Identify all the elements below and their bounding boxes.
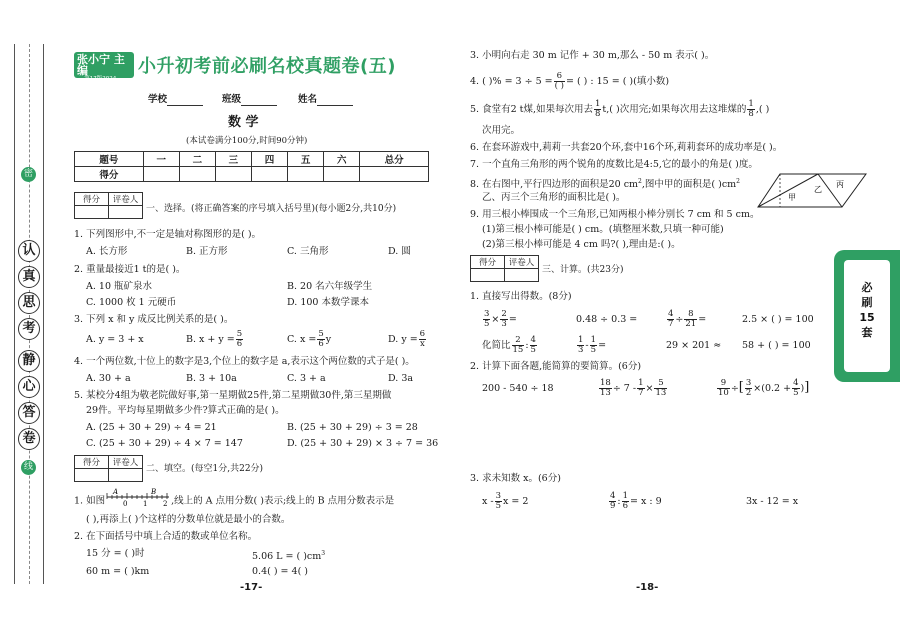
s2-q8-line2: 乙、丙三个三角形的面积比是( )。 (482, 192, 626, 203)
numline-a: A (113, 488, 119, 496)
exam-note: (本试卷满分100分,时间90分钟) (186, 136, 308, 146)
s1-q5-line2: 29件。平均每星期做多少件?算式正确的是( )。 (86, 405, 285, 416)
s1-q2-opt-c: C. 1000 枚 1 元硬币 (86, 297, 177, 308)
seal-char-7: 答 (18, 402, 40, 424)
s2-q7: 7. 一个直角三角形的两个锐角的度数比是4:5,它的最小的角是( )度。 (470, 159, 758, 170)
s2-q2-item4: 0.4( ) = 4( ) (252, 566, 309, 577)
right-page (450, 0, 900, 626)
section1-title: 一、选择。(将正确答案的序号填入括号里)(每小题2分,共10分) (146, 204, 397, 214)
side-tab-label: 必 刷 15 套 (844, 260, 890, 372)
s1-q3-opt-b: B. x + y = $\frac{5}{6}$ (186, 329, 243, 349)
page-number-left: -17- (240, 582, 263, 593)
s3-q1-c: $\frac{4}{7}$ ÷ $\frac{8}{21}$ = (668, 309, 707, 329)
s3-q1: 1. 直接写出得数。(8分) (470, 291, 572, 302)
seal-char-5: 静 (18, 350, 40, 372)
s3-q2-a: 200 - 540 ÷ 18 (482, 383, 554, 394)
binding-strip (14, 44, 44, 584)
s1-q1-opt-c: C. 三角形 (287, 246, 329, 257)
s3-q1-h: 58 + ( ) = 100 (742, 340, 811, 351)
figure-label-yi: 乙 (814, 185, 822, 194)
score-table: 题号 一 二 三 四 五 六 总分 得分 (74, 151, 429, 182)
s2-q9-1: (1)第三根小棒可能是( ) cm。(填整厘米数,只填一种可能) (482, 224, 724, 235)
grader-box-1: 得分 评卷人 (74, 192, 143, 219)
seal-char-4: 考 (18, 318, 40, 340)
s3-q1-d: 2.5 × ( ) = 100 (742, 314, 814, 325)
s1-q3-opt-d: D. y = $\frac{6}{x}$ (388, 329, 426, 349)
s3-q1-f: $\frac{1}{3}$ - $\frac{1}{5}$ = (578, 335, 607, 355)
s1-q2: 2. 重量最接近1 t的是( )。 (74, 264, 186, 275)
s3-q2-c: $\frac{9}{10}$ ÷[ $\frac{3}{2}$ ×(0.2 + $\frac{4}{5}$ )] (718, 378, 810, 398)
s1-q1: 1. 下列图形中,不一定是轴对称图形的是( )。 (74, 229, 262, 240)
page-number-right: -18- (636, 582, 659, 593)
s1-q3-opt-c: C. x = $\frac{5}{6}$ y (287, 329, 332, 349)
numline-one: 1 (143, 500, 148, 507)
s2-q2-item3: 60 m = ( )km (86, 566, 150, 577)
subject-heading: 数 学 (228, 115, 259, 130)
s1-q4-opt-d: D. 3a (388, 373, 414, 384)
s1-q2-opt-b: B. 20 名六年级学生 (287, 281, 373, 292)
s2-q3: 3. 小明向右走 30 m 记作 + 30 m,那么 - 50 m 表示( )。 (470, 50, 715, 61)
number-line (105, 487, 171, 507)
s1-q5-opt-d: D. (25 + 30 + 29) × 3 ÷ 7 = 36 (287, 438, 439, 449)
seal-char-2: 真 (18, 266, 40, 288)
s2-q5-line2: 次用完。 (482, 125, 521, 136)
s2-q5-line1: 5. 食堂有2 t煤,如果每次用去 $\frac{1}{8}$ t,( )次用完;如果每次用去这堆煤的 $\frac{1}{8}$ ,( ) (470, 99, 770, 119)
numline-b: B (151, 488, 157, 496)
numline-two: 2 (163, 500, 168, 507)
seal-char-8: 卷 (18, 428, 40, 450)
brand-logo: 张小宁 主编 — 第17版2024 — (74, 52, 134, 78)
s3-q1-b: 0.48 ÷ 0.3 = (576, 314, 638, 325)
s2-q9-2: (2)第三根小棒可能是 4 cm 吗?( ),理由是:( )。 (482, 239, 681, 250)
seal-char-6: 心 (18, 376, 40, 398)
exam-title: 小升初考前必刷名校真题卷(五) (138, 56, 396, 77)
s1-q1-opt-b: B. 正方形 (186, 246, 228, 257)
numline-zero: 0 (123, 500, 128, 507)
s2-q2: 2. 在下面括号中填上合适的数或单位名称。 (74, 531, 258, 542)
s2-q4: 4. ( )% = 3 ÷ 5 = $\frac{6}{( )}$ = ( ) : 15 = ( )(填小数) (470, 71, 670, 91)
seal-mark-xian: 线 (21, 460, 36, 475)
seal-char-3: 思 (18, 292, 40, 314)
figure-label-bing: 丙 (836, 180, 844, 189)
s3-q1-e: 化简比 $\frac{2}{15}$ : $\frac{4}{5}$ (482, 335, 536, 355)
s1-q5-opt-b: B. (25 + 30 + 29) ÷ 3 = 28 (287, 422, 418, 433)
s1-q5-opt-c: C. (25 + 30 + 29) ÷ 4 × 7 = 147 (86, 438, 243, 449)
s2-q9: 9. 用三根小棒围成一个三角形,已知两根小棒分别长 7 cm 和 5 cm。 (470, 209, 760, 220)
s1-q1-opt-a: A. 长方形 (86, 246, 128, 257)
s2-q1-line2: ( ),再添上( )个这样的分数单位就是最小的合数。 (86, 514, 291, 525)
figure-label-jia: 甲 (788, 193, 796, 202)
s2-q2-item1: 15 分 = ( )时 (86, 548, 145, 559)
s2-q2-item2: 5.06 L = ( )$cm^3$ (252, 550, 326, 563)
s1-q3-opt-a: A. y = 3 + x (86, 334, 144, 345)
field-name: 姓名 (298, 94, 353, 106)
s1-q5-opt-a: A. (25 + 30 + 29) ÷ 4 = 21 (86, 422, 217, 433)
s3-q2-b: $\frac{18}{13}$ ÷ 7 - $\frac{1}{7}$ × $\frac{5}{13}$ (600, 378, 667, 398)
seal-char-1: 认 (18, 240, 40, 262)
s1-q2-opt-d: D. 100 本数学课本 (287, 297, 369, 308)
s1-q4-opt-a: A. 30 + a (86, 373, 131, 384)
seal-mark-mi: 密 (21, 167, 36, 182)
s1-q4-opt-b: B. 3 + 10a (186, 373, 237, 384)
parallelogram-figure (756, 172, 868, 210)
s3-q3: 3. 求未知数 x。(6分) (470, 473, 561, 484)
s3-q3-a: x - $\frac{3}{5}$ x = 2 (482, 491, 529, 511)
field-school: 学校 (148, 94, 203, 106)
s3-q3-c: 3x - 12 = x (746, 496, 799, 507)
s3-q1-g: 29 × 201 ≈ (666, 340, 722, 351)
s1-q1-opt-d: D. 圆 (388, 246, 411, 257)
s2-q8-line1: 8. 在右图中,平行四边形的面积是20 $cm^2$,图中甲的面积是( )$cm^2$ (470, 178, 740, 191)
s2-q1-line1: 1. 如图 0 1 2 A B ,线上的 A 点用分数( )表示;线上的 B 点用分数表示是 (74, 488, 395, 507)
s2-q6: 6. 在套环游戏中,莉莉一共套20个环,套中16个环,莉莉套环的成功率是( )。 (470, 142, 783, 153)
s3-q1-a: $\frac{3}{5}$ × $\frac{2}{3}$ = (484, 309, 517, 329)
s1-q5-line1: 5. 某校分4组为敬老院做好事,第一星期做25件,第二星期做30件,第三星期做 (74, 390, 392, 401)
section3-title: 三、计算。(共23分) (542, 265, 624, 275)
s3-q2: 2. 计算下面各题,能简算的要简算。(6分) (470, 361, 642, 372)
s1-q3: 3. 下列 x 和 y 成反比例关系的是( )。 (74, 314, 234, 325)
s1-q4: 4. 一个两位数,十位上的数字是3,个位上的数字是 a,表示这个两位数的式子是( )。 (74, 356, 415, 367)
field-class: 班级 (222, 94, 277, 106)
section2-title: 二、填空。(每空1分,共22分) (146, 464, 264, 474)
grader-box-3: 得分 评卷人 (470, 255, 539, 282)
s1-q4-opt-c: C. 3 + a (287, 373, 326, 384)
s1-q2-opt-a: A. 10 瓶矿泉水 (86, 281, 153, 292)
s3-q3-b: $\frac{4}{9}$ : $\frac{1}{6}$ = x : 9 (610, 491, 662, 511)
grader-box-2: 得分 评卷人 (74, 455, 143, 482)
